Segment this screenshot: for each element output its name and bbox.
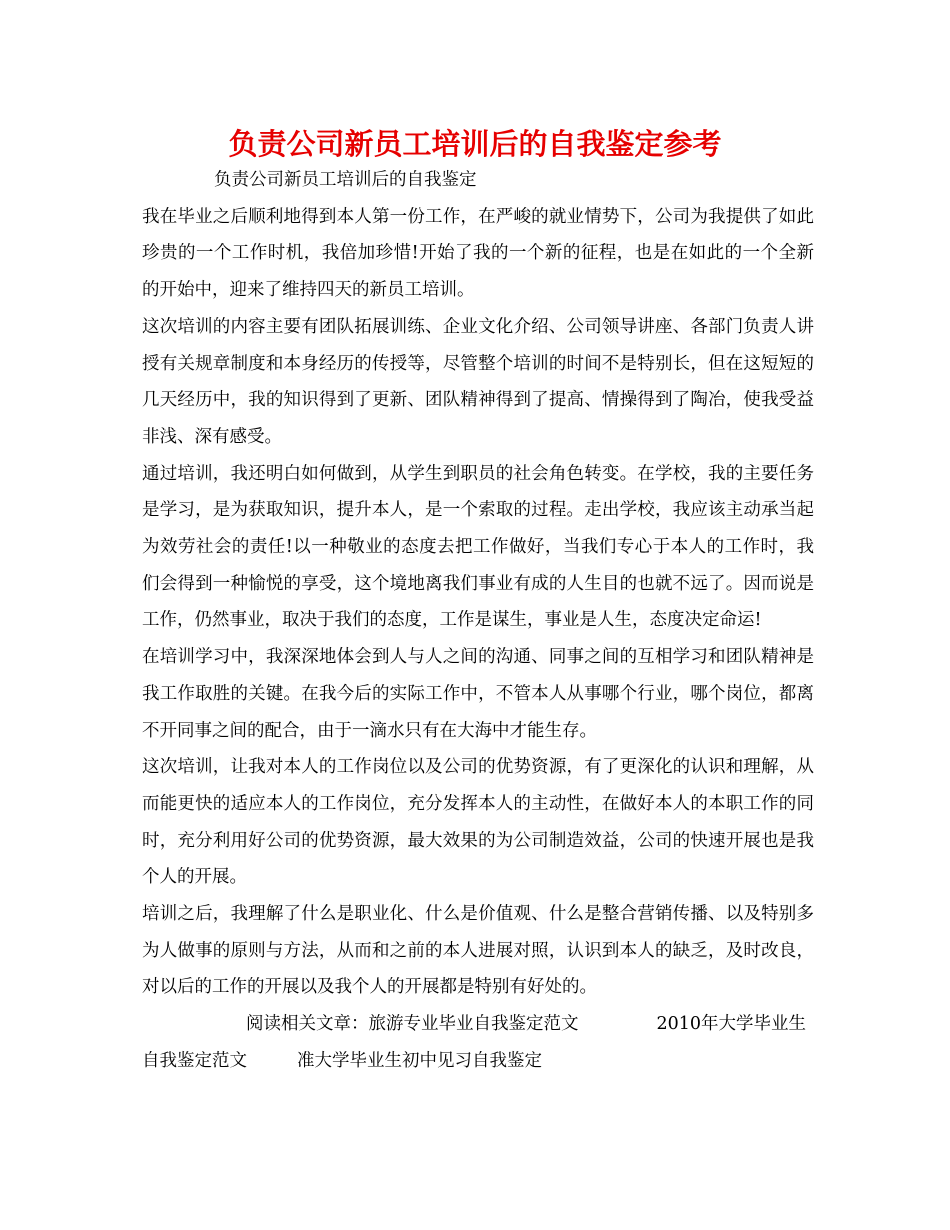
related-article-link[interactable]: 2010年大学毕业生自我鉴定范文 xyxy=(142,1014,807,1071)
paragraph: 通过培训，我还明白如何做到，从学生到职员的社会角色转变。在学校，我的主要任务是学习，是为获取知识，提升本人，是一个索取的过程。走出学校，我应该主动承当起为效劳社会的责任!以一种敬业的态度去把工作做好，当我们专心于本人的工作时，我们会得到一种愉悦的享受，这个境地离我们事业有成的人生目的也就不远了。因而说是工作，仍然事业，取决于我们的态度，工作是谋生，事业是人生，态度决定命运! xyxy=(142,463,814,631)
document-body xyxy=(142,162,814,1080)
document-title: 负责公司新员工培训后的自我鉴定参考 xyxy=(228,127,722,161)
related-article-link[interactable]: 旅游专业毕业自我鉴定范文 xyxy=(368,1014,579,1035)
paragraph: 在培训学习中，我深深地体会到人与人之间的沟通、同事之间的互相学习和团队精神是我工作取胜的关键。在我今后的实际工作中，不管本人从事哪个行业，哪个岗位，都离不开同事之间的配合，由于一滴水只有在大海中才能生存。 xyxy=(142,647,814,741)
related-article-link[interactable]: 准大学毕业生初中见习自我鉴定 xyxy=(297,1050,542,1071)
related-articles xyxy=(142,1006,814,1079)
document-subtitle: 负责公司新员工培训后的自我鉴定 xyxy=(214,170,477,190)
related-articles-label: 阅读相关文章： xyxy=(246,1014,369,1035)
paragraph: 我在毕业之后顺利地得到本人第一份工作，在严峻的就业情势下，公司为我提供了如此珍贵的一个工作时机，我倍加珍惜!开始了我的一个新的征程，也是在如此的一个全新的开始中，迎来了维持四天的新员工培训。 xyxy=(142,206,814,301)
paragraph: 这次培训的内容主要有团队拓展训练、企业文化介绍、公司领导讲座、各部门负责人讲授有关规章制度和本身经历的传授等，尽管整个培训的时间不是特别长，但在这短短的几天经历中，我的知识得到了更新、团队精神得到了提高、情操得到了陶冶，使我受益非浅、深有感受。 xyxy=(142,316,814,447)
paragraph: 这次培训，让我对本人的工作岗位以及公司的优势资源，有了更深化的认识和理解，从而能更快的适应本人的工作岗位，充分发挥本人的主动性，在做好本人的本职工作的同时，充分利用好公司的优势资源，最大效果的为公司制造效益，公司的快速开展也是我个人的开展。 xyxy=(142,757,814,888)
paragraph: 培训之后，我理解了什么是职业化、什么是价值观、什么是整合营销传播、以及特别多为人做事的原则与方法，从而和之前的本人进展对照，认识到本人的缺乏，及时改良，对以后的工作的开展以及我个人的开展都是特别有好处的。 xyxy=(142,904,814,998)
